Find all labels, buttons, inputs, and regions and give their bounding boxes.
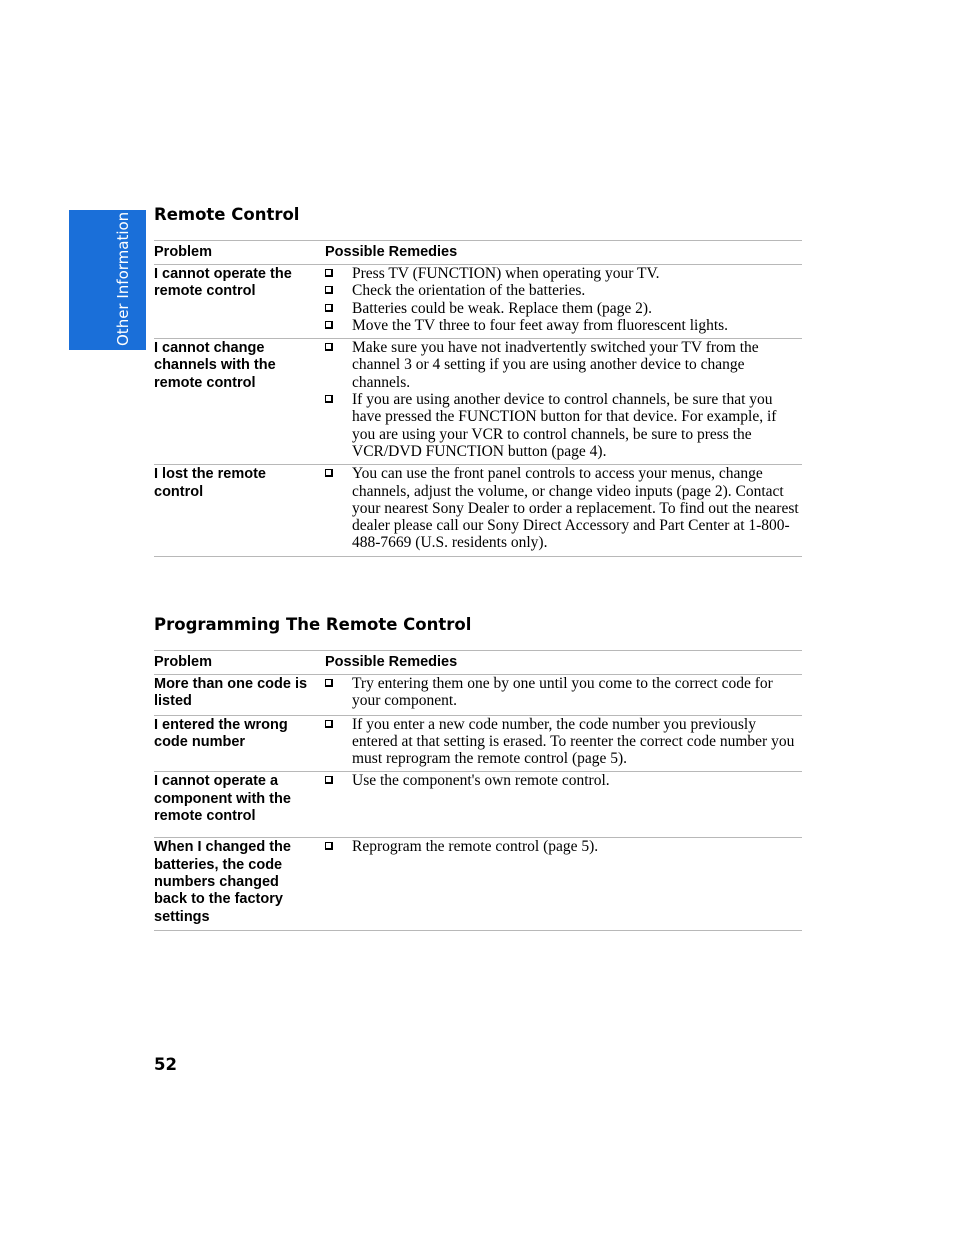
remedies-column-header: Possible Remedies [325, 241, 802, 265]
remedies-cell [325, 265, 802, 339]
remedy-item [325, 772, 802, 789]
remedies-column-header: Possible Remedies [325, 651, 802, 675]
checkbox-bullet-icon [325, 395, 333, 403]
problem-text: More than one code is listed [154, 675, 325, 716]
problem-column-header: Problem [154, 651, 325, 675]
remedy-item [325, 339, 802, 391]
table-row [154, 715, 802, 772]
table-row [154, 838, 802, 930]
section-title-programming: Programming The Remote Control [154, 615, 472, 634]
remedies-cell [325, 715, 802, 772]
remedy-item [325, 838, 802, 855]
remedy-text: Reprogram the remote control (page 5). [352, 838, 599, 856]
remedy-text: Batteries could be weak. Replace them (page 2). [352, 299, 652, 317]
table-header-row [154, 241, 802, 265]
remedy-item [325, 391, 802, 460]
remedy-text: Check the orientation of the batteries. [352, 282, 586, 300]
checkbox-bullet-icon [325, 269, 333, 277]
remedy-text: Press TV (FUNCTION) when operating your TV. [352, 265, 660, 282]
table-header-row [154, 651, 802, 675]
problem-text: I lost the remote control [154, 465, 325, 556]
table-row [154, 465, 802, 556]
problem-text: I cannot change channels with the remote control [154, 339, 325, 465]
table-row [154, 339, 802, 465]
remedy-text: Move the TV three to four feet away from fluorescent lights. [352, 316, 729, 334]
checkbox-bullet-icon [325, 720, 333, 728]
checkbox-bullet-icon [325, 286, 333, 294]
remedy-item [325, 265, 802, 282]
checkbox-bullet-icon [325, 842, 333, 850]
problem-text: I cannot operate a component with the remote control [154, 772, 325, 838]
remedy-item [325, 675, 802, 710]
remedy-item [325, 317, 802, 334]
checkbox-bullet-icon [325, 321, 333, 329]
remedy-item [325, 300, 802, 317]
checkbox-bullet-icon [325, 469, 333, 477]
programming-table [154, 650, 802, 931]
remedies-cell [325, 675, 802, 716]
remedy-text: Use the component's own remote control. [352, 772, 610, 790]
side-tab-label: Other Information [114, 211, 132, 346]
checkbox-bullet-icon [325, 776, 333, 784]
remedy-item [325, 465, 802, 551]
checkbox-bullet-icon [325, 304, 333, 312]
remedy-item [325, 282, 802, 299]
remedies-cell [325, 465, 802, 556]
remote-control-table [154, 240, 802, 557]
remedies-cell [325, 339, 802, 465]
remedy-text: Make sure you have not inadvertently switched your TV from the channel 3 or 4 setting if you are using another device to change channels. [352, 339, 759, 391]
section-title-remote-control: Remote Control [154, 205, 300, 224]
remedy-text: If you are using another device to control channels, be sure that you have pressed the FUNCTION button for that device. For example, if you are using your VCR to control channels, be sure to press the VCR/DVD FUNCTION button (page 4). [352, 391, 777, 460]
checkbox-bullet-icon [325, 343, 333, 351]
checkbox-bullet-icon [325, 679, 333, 687]
remedy-text: Try entering them one by one until you come to the correct code for your component. [352, 675, 773, 710]
problem-column-header: Problem [154, 241, 325, 265]
remedies-cell [325, 772, 802, 838]
problem-text: I entered the wrong code number [154, 715, 325, 772]
table-row [154, 265, 802, 339]
problem-text: When I changed the batteries, the code numbers changed back to the factory settings [154, 838, 325, 930]
problem-text: I cannot operate the remote control [154, 265, 325, 339]
page-number: 52 [154, 1055, 177, 1074]
table-row [154, 772, 802, 838]
remedy-text: If you enter a new code number, the code number you previously entered at that setting is erased. To reenter the correct code number you must reprogram the remote control (page 5). [352, 715, 795, 768]
remedy-text: You can use the front panel controls to access your menus, change channels, adjust the volume, or change video inputs (page 2). Contact your nearest Sony Dealer to order a replacement. To find out the nearest dealer please call our Sony Direct Accessory and Part Center at 1-800-488-7669 (U.S. residents only). [352, 465, 799, 552]
remedy-item [325, 716, 802, 768]
table-row [154, 675, 802, 716]
remedies-cell [325, 838, 802, 930]
